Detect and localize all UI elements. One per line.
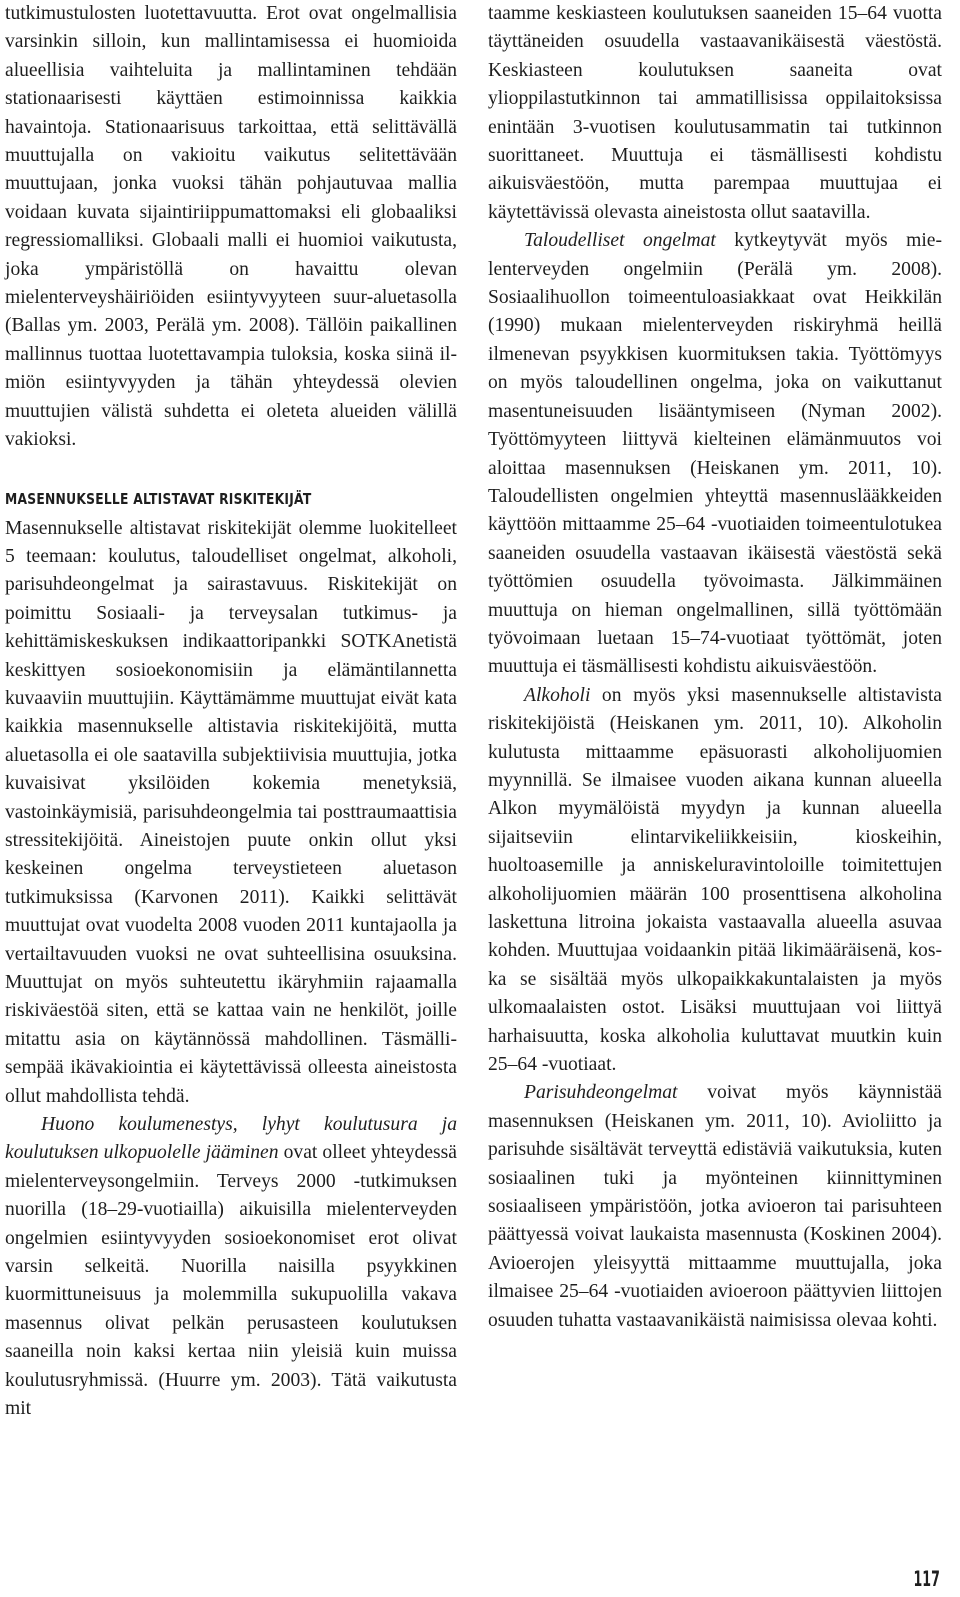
page-number: 117 <box>913 1567 940 1591</box>
risk-factors-paragraph: Masennukselle altistavat riskitekijät olemme luokitelleet 5 teemaan: koulutus, taloudelliset ongelmat, alkoholi, parisuhdeongelmat ja sairastavuus. Riskitekijät on poimittu Sosiaali- ja terveysalan tutkimus- ja kehittämiskeskuksen indikaattoripankki SOTKAnetistä keskittyen sosioekonomisiin ja elämäntilannetta kuvaaviin muuttujiin. Käyttämämme muuttujat eivät kata kaikkia masennukselle altistavia riskitekijöitä, mutta aluetasolla ei ole saatavilla subjektiivisia muuttujia, jotka kuvaisivat yksilöiden kokemia menetyksiä, vastoinkäymisiä, parisuhdeongelmia tai posttraumaattisia stressitekijöitä. Aineistojen puute onkin ollut yksi keskeinen ongelma terveystieteen aluetason tutkimuksissa (Karvonen 2011). Kaikki selittävät muuttujat ovat vuodelta 2008 vuoden 2011 kuntajaolla ja vertailtavuuden vuoksi ne ovat suhteellisina osuuksina. Muuttujat on myös suhteutettu ikäryhmiin rajaamalla riskiväestöä siten, että se kattaa vain ne henkilöt, joille mitattu asia on käytännössä mahdollinen. Täsmällisempää ikävakiointia ei käytettävissä olleesta aineistosta ollut mahdollista tehdä. <box>5 517 457 1107</box>
alcohol-text: on myös yksi masennukselle altistavista riskitekijöistä (Heiskanen ym. 2011, 10). Alkoholin kulutusta mittaamme epäsuorasti alkoholijuomien myynnillä. Se ilmaisee vuoden aikana kunnan alueella Alkon myymälöistä myydyn ja kunnan alueella sijaitseviin elintarvikeliikkeisiin, kioskeihin, huoltoasemille ja anniskeluravintoloille toimitettujen alkoholijuomien määrän 100 prosenttisena alkoholina laskettuna litroina jokaista vastaavalla alueella asuvaa kohden. Muuttujaa voidaankin pitää likimääräisenä, koska se sisältää myös ulkopaikkakuntalaisten ja myös ulkomaalaisten ostot. Lisäksi muuttujaan voi liittyä harhaisuutta, koska alkoholia kuluttavat muutkin kuin 25–64 -vuotiaat. <box>488 684 942 1076</box>
right-column <box>488 0 942 1335</box>
alcohol-term: Alkoholi <box>524 684 591 706</box>
left-column <box>5 0 457 1424</box>
economic-problems-term: Taloudelliset ongelmat <box>524 230 716 252</box>
education-text: ovat olleet yhteydessä mielenterveysongelmiin. Terveys 2000 -tutkimuksen nuorilla (18–29-vuotiailla) aikuisilla mielenterveyden ongelmien esiintyvyyden sosioekonomiset erot olivat varsin selkeitä. Nuorilla naisilla psyykkinen kuormittuneisuus ja molemmilla sukupuolilla vakava masennus olivat pelkän perusasteen koulutuksen saaneilla noin kaksi kertaa niin yleisiä kuin muissa koulutusryhmissä. (Huurre ym. 2003). Tätä vaikutusta mit <box>5 1142 457 1420</box>
relationship-problems-text: voivat myös käynnistää masennuksen (Heiskanen ym. 2011, 10). Avioliitto ja parisuhde sisältävät terveyttä edistäviä vaikutuksia, kuten sosiaalinen tuki ja myönteinen kiinnittyminen sosiaaliseen ympäristöön, jotka avioeron tai parisuhteen päättyessä voivat laukaista masennusta (Koskinen 2004). Avioerojen yleisyyttä mittaamme muuttujalla, joka ilmaisee 25–64 -vuotiaiden avioeroon päättyvien liittojen osuuden tuhatta vastaavanikäistä naimisissa olevaa kohti. <box>488 1082 942 1331</box>
section-heading: MASENNUKSELLE ALTISTAVAT RISKITEKIJÄT <box>5 489 312 508</box>
education-paragraph <box>5 1111 457 1423</box>
economic-problems-text: kytkeytyvät myös mielenterveyden ongelmiin (Perälä ym. 2008). Sosiaalihuollon toimeentuloasiakkaat ovat Heikkilän (1990) mukaan mielenterveyden riskiryhmä heillä ilmenevan psyykkisen kuormituksen takia. Työttömyys on myös taloudellinen ongelma, joka on vaikuttanut masentuneisuuden lisääntymiseen (Nyman 2002). Työttömyyteen liittyvä kielteinen elämänmuutos voi aloittaa masennuksen (Heiskanen ym. 2011, 10). Taloudellisten ongelmien yhteyttä masennuslääkkeiden käyttöön mittaamme 25–64 -vuotiaiden toimeentulotukea saaneiden osuudella vastaavan ikäisestä väestöstä sekä työttömien osuudella työvoimasta. Jälkimmäinen muuttuja on hieman ongelmallinen, sillä työttömään työvoimaan luetaan 15–74-vuotiaat työttömät, joten muuttuja ei täsmällisesti kohdistu aikuisväestöön. <box>488 230 943 678</box>
education-continued-paragraph: taamme keskiasteen koulutuksen saaneiden 15–64 vuotta täyttäneiden osuudella vastaavanikäisestä väestöstä. Keskiasteen koulutuksen saaneita ovat ylioppilastutkinnon tai ammatillisissa oppilaitoksissa enintään 3-vuotisen koulutusammatin tai tutkinnon suorittaneet. Muuttuja ei täsmällisesti kohdistu aikuisväestöön, mutta parempaa muuttujaa ei käytettävissä olevasta aineistosta ollut saatavilla. <box>488 3 942 223</box>
alcohol-paragraph <box>488 682 942 1080</box>
education-term: Huono koulumenestys, lyhyt koulutusura ja koulutuksen ulkopuolelle jääminen <box>5 1114 457 1164</box>
intro-paragraph: tutkimustulosten luotettavuutta. Erot ovat ongelmallisia varsinkin silloin, kun mallintamisessa ei huomioida alueellisia vaihteluita ja mallintaminen tehdään stationaarisesti käyttäen estimoinnissa kaikkia havaintoja. Stationaarisuus tarkoittaa, että selittävällä muuttujalla on vakioitu vaikutus selitettävään muuttujaan, jonka vuoksi tähän pohjautuvaa mallia voidaan kuvata sijaintiriippumattomaksi eli globaaliksi regressiomalliksi. Globaali malli ei huomioi vaikutusta, joka ympäristöllä on havaittu olevan mielenterveyshäiriöiden esiintyvyyteen suur-aluetasolla (Ballas ym. 2003, Perälä ym. 2008). Tällöin paikallinen mallinnus tuottaa luotettavampia tuloksia, koska siinä ilmiön esiintyvyyden ja tähän yhteydessä olevien muuttujien välistä suhdetta ei oleteta alueiden välillä vakioksi. <box>5 3 457 451</box>
relationship-problems-term: Parisuhdeongelmat <box>524 1082 678 1104</box>
relationship-problems-paragraph <box>488 1079 942 1335</box>
economic-problems-paragraph <box>488 227 942 682</box>
